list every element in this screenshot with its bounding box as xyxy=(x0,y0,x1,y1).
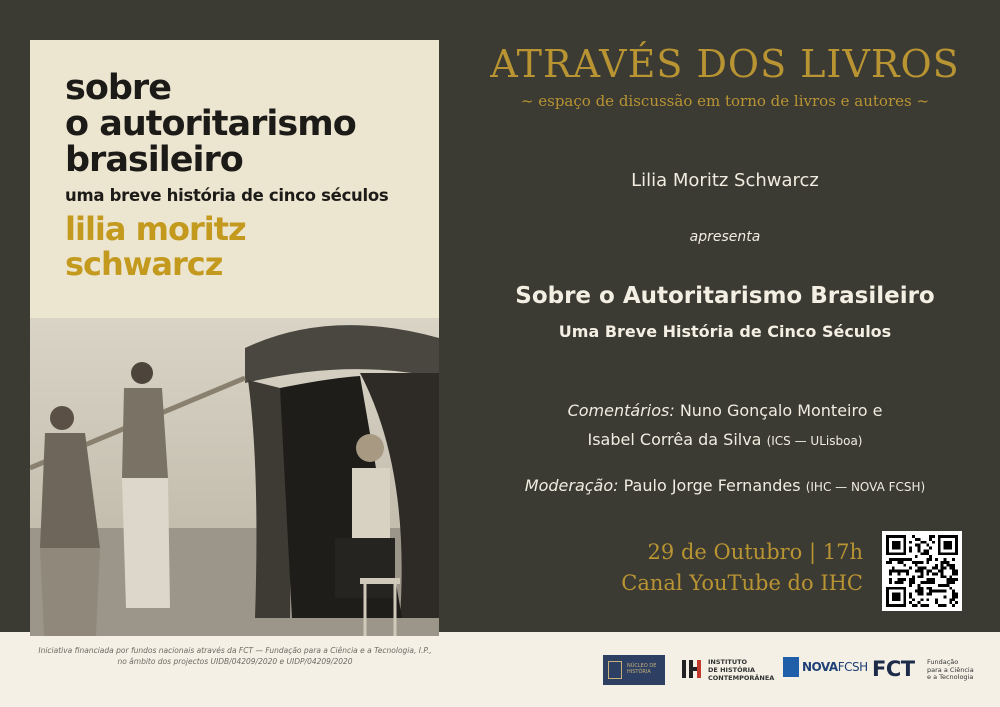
funding-note xyxy=(30,645,440,667)
ihc-logo-line: INSTITUTO xyxy=(708,658,748,666)
cover-author xyxy=(65,212,246,282)
book-cover xyxy=(30,40,439,636)
book-subtitle: Uma Breve História de Cinco Séculos xyxy=(558,322,892,341)
moderator-affiliation: (IHC — NOVA FCSH) xyxy=(805,480,926,494)
nhc-logo-text: NÚCLEO DE HISTÓRIA xyxy=(627,663,657,675)
fct-logo-line: e a Tecnologia xyxy=(927,673,974,681)
event-channel: Canal YouTube do IHC xyxy=(621,571,863,595)
commentator-2: Isabel Corrêa da Silva xyxy=(587,430,762,449)
presents-label: apresenta xyxy=(689,229,761,245)
qr-code-icon[interactable] xyxy=(882,531,962,611)
fct-logo-subtext xyxy=(927,659,974,682)
moderation-line xyxy=(460,476,990,495)
funding-line: no âmbito dos projectos UIDB/04209/2020 e UIDP/04209/2020 xyxy=(117,657,353,666)
event-date: 29 de Outubro | 17h xyxy=(647,540,863,564)
commentators-line-1 xyxy=(460,401,990,420)
fct-logo-line: Fundação xyxy=(927,658,959,666)
cover-photo xyxy=(30,318,439,636)
presenter-name: Lilia Moritz Schwarcz xyxy=(631,170,819,191)
nova-logo-bold: NOVA xyxy=(802,660,838,674)
qr-code-graphic xyxy=(886,535,958,607)
commentator-2-affiliation: (ICS — ULisboa) xyxy=(766,434,863,448)
ihc-mark-icon xyxy=(682,658,704,680)
fct-logo-line: para a Ciência xyxy=(927,665,974,674)
cover-title xyxy=(65,70,356,178)
nhc-logo[interactable] xyxy=(603,655,665,685)
funding-line: Iniciativa financiada por fundos nacionais através da FCT — Fundação para a Ciência e a Tecnologia, I.P., xyxy=(38,646,432,655)
ihc-logo-text xyxy=(708,658,774,682)
series-title: ATRAVÉS DOS LIVROS xyxy=(490,42,960,86)
moderation-label: Moderação: xyxy=(524,476,619,495)
cover-author-line: lilia moritz xyxy=(65,210,246,248)
moderator-name: Paulo Jorge Fernandes xyxy=(623,476,801,495)
ihc-logo-line: CONTEMPORÂNEA xyxy=(708,674,775,682)
nova-logo-rest: FCSH xyxy=(837,660,868,674)
commentator-1: Nuno Gonçalo Monteiro e xyxy=(679,401,883,420)
commentators-line-2 xyxy=(460,430,990,449)
nova-mark-icon xyxy=(783,657,799,677)
book-title: Sobre o Autoritarismo Brasileiro xyxy=(515,283,935,309)
cover-title-line: o autoritarismo xyxy=(65,104,356,144)
cover-subtitle: uma breve história de cinco séculos xyxy=(65,186,389,205)
nova-logo-text xyxy=(802,660,868,674)
cover-title-line: sobre xyxy=(65,68,171,108)
cover-author-line: schwarcz xyxy=(65,245,223,283)
ihc-logo-line: DE HISTÓRIA xyxy=(708,666,756,674)
cover-title-line: brasileiro xyxy=(65,140,243,180)
fct-logo-text: FCT xyxy=(872,657,915,681)
comments-label: Comentários: xyxy=(567,401,675,420)
nhc-mark-icon xyxy=(608,661,622,679)
series-subtitle: ~ espaço de discussão em torno de livros e autores ~ xyxy=(520,92,930,110)
